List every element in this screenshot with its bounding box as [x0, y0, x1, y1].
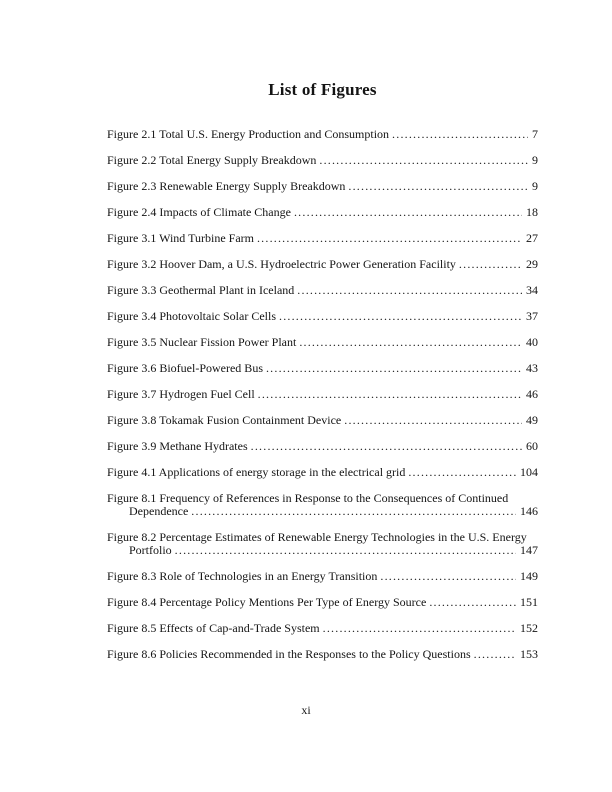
figure-entry-lastline	[107, 466, 538, 479]
figure-entry-lastline	[107, 232, 538, 245]
figure-entry-lastline	[107, 336, 538, 349]
dot-leader	[258, 388, 522, 401]
figure-entry-lastline	[107, 206, 538, 219]
figure-entry	[107, 466, 538, 479]
figure-entry-label: Figure 3.3 Geothermal Plant in Iceland	[107, 283, 295, 297]
figure-entry-lastline	[107, 284, 538, 297]
figure-entry-lastline	[107, 440, 538, 453]
figures-list	[107, 128, 538, 674]
figure-entry	[107, 362, 538, 375]
figure-entry-label: Figure 3.8 Tokamak Fusion Containment Device	[107, 413, 342, 427]
figure-entry-lastline	[107, 362, 538, 375]
page-number: 9	[532, 153, 538, 167]
dot-leader	[294, 206, 522, 219]
figure-entry-label: Figure 3.7 Hydrogen Fuel Cell	[107, 387, 255, 401]
dot-leader	[251, 440, 522, 453]
figure-entry-lastline	[107, 154, 538, 167]
figure-entry-label: Figure 4.1 Applications of energy storage in the electrical grid	[107, 465, 406, 479]
dot-leader	[319, 154, 528, 167]
page-number: 60	[526, 439, 538, 453]
page-number: 147	[520, 543, 538, 557]
figure-entry	[107, 336, 538, 349]
figure-entry-lastline	[107, 570, 538, 583]
page-number: 43	[526, 361, 538, 375]
page-number: 27	[526, 231, 538, 245]
dot-leader	[323, 622, 516, 635]
figure-entry	[107, 531, 538, 557]
page-number: 152	[520, 621, 538, 635]
figure-entry-text: Figure 8.1 Frequency of References in Response to the Consequences of Continued	[107, 491, 509, 505]
figure-entry	[107, 180, 538, 193]
page-number: 151	[520, 595, 538, 609]
dot-leader	[348, 180, 528, 193]
figure-entry	[107, 206, 538, 219]
dot-leader	[474, 648, 516, 661]
figure-entry	[107, 258, 538, 271]
figure-entry	[107, 388, 538, 401]
figure-entry	[107, 570, 538, 583]
figure-entry-lastline	[107, 505, 538, 518]
figure-entry-lastline	[107, 414, 538, 427]
dot-leader	[459, 258, 522, 271]
dot-leader	[257, 232, 522, 245]
dot-leader	[344, 414, 522, 427]
figure-entry-label: Portfolio	[129, 543, 172, 557]
page-number: 104	[520, 465, 538, 479]
dot-leader	[191, 505, 516, 518]
page-number: 18	[526, 205, 538, 219]
page-number: 149	[520, 569, 538, 583]
figure-entry	[107, 232, 538, 245]
figure-entry-lastline	[107, 596, 538, 609]
figure-entry	[107, 128, 538, 141]
figure-entry-lastline	[107, 544, 538, 557]
figure-entry-label: Figure 8.4 Percentage Policy Mentions Per Type of Energy Source	[107, 595, 427, 609]
figure-entry-label: Figure 2.3 Renewable Energy Supply Breakdown	[107, 179, 346, 193]
dot-leader	[380, 570, 516, 583]
dot-leader	[299, 336, 522, 349]
page-number: 49	[526, 413, 538, 427]
figure-entry-lastline	[107, 128, 538, 141]
figure-entry	[107, 440, 538, 453]
folio-page-number: xi	[301, 703, 311, 717]
figure-entry	[107, 492, 538, 518]
figure-entry	[107, 284, 538, 297]
figure-entry-lastline	[107, 180, 538, 193]
page-number: 146	[520, 504, 538, 518]
dot-leader	[429, 596, 516, 609]
figure-entry-label: Figure 8.5 Effects of Cap-and-Trade System	[107, 621, 320, 635]
page-number: 46	[526, 387, 538, 401]
figure-entry	[107, 596, 538, 609]
page-number: 29	[526, 257, 538, 271]
figure-entry	[107, 414, 538, 427]
figure-entry-lastline	[107, 258, 538, 271]
dot-leader	[175, 544, 516, 557]
figure-entry	[107, 154, 538, 167]
figure-entry-label: Figure 2.2 Total Energy Supply Breakdown	[107, 153, 317, 167]
figure-entry-label: Figure 8.3 Role of Technologies in an Energy Transition	[107, 569, 378, 583]
page-number: 7	[532, 127, 538, 141]
figure-entry-lastline	[107, 388, 538, 401]
dot-leader	[266, 362, 522, 375]
figure-entry	[107, 648, 538, 661]
figure-entry-label: Figure 3.5 Nuclear Fission Power Plant	[107, 335, 297, 349]
figure-entry-label: Figure 2.4 Impacts of Climate Change	[107, 205, 291, 219]
figure-entry-lastline	[107, 648, 538, 661]
page-number: 34	[526, 283, 538, 297]
figure-entry-label: Dependence	[129, 504, 189, 518]
dot-leader	[392, 128, 528, 141]
figure-entry-label: Figure 3.1 Wind Turbine Farm	[107, 231, 254, 245]
figure-entry-label: Figure 2.1 Total U.S. Energy Production and Consumption	[107, 127, 390, 141]
figure-entry-lastline	[107, 310, 538, 323]
figure-entry-text: Figure 8.2 Percentage Estimates of Renewable Energy Technologies in the U.S. Energy	[107, 530, 527, 544]
dot-leader	[297, 284, 522, 297]
figure-entry	[107, 622, 538, 635]
page-number: 9	[532, 179, 538, 193]
page-number: 40	[526, 335, 538, 349]
figure-entry	[107, 310, 538, 323]
figure-entry-lastline	[107, 622, 538, 635]
figure-entry-label: Figure 8.6 Policies Recommended in the Responses to the Policy Questions	[107, 647, 471, 661]
page-title: List of Figures	[268, 80, 377, 100]
figure-entry-label: Figure 3.6 Biofuel-Powered Bus	[107, 361, 263, 375]
page-number: 153	[520, 647, 538, 661]
dot-leader	[408, 466, 516, 479]
figure-entry-label: Figure 3.9 Methane Hydrates	[107, 439, 248, 453]
figure-entry-label: Figure 3.2 Hoover Dam, a U.S. Hydroelectric Power Generation Facility	[107, 257, 456, 271]
dot-leader	[279, 310, 522, 323]
page-number: 37	[526, 309, 538, 323]
figure-entry-label: Figure 3.4 Photovoltaic Solar Cells	[107, 309, 276, 323]
